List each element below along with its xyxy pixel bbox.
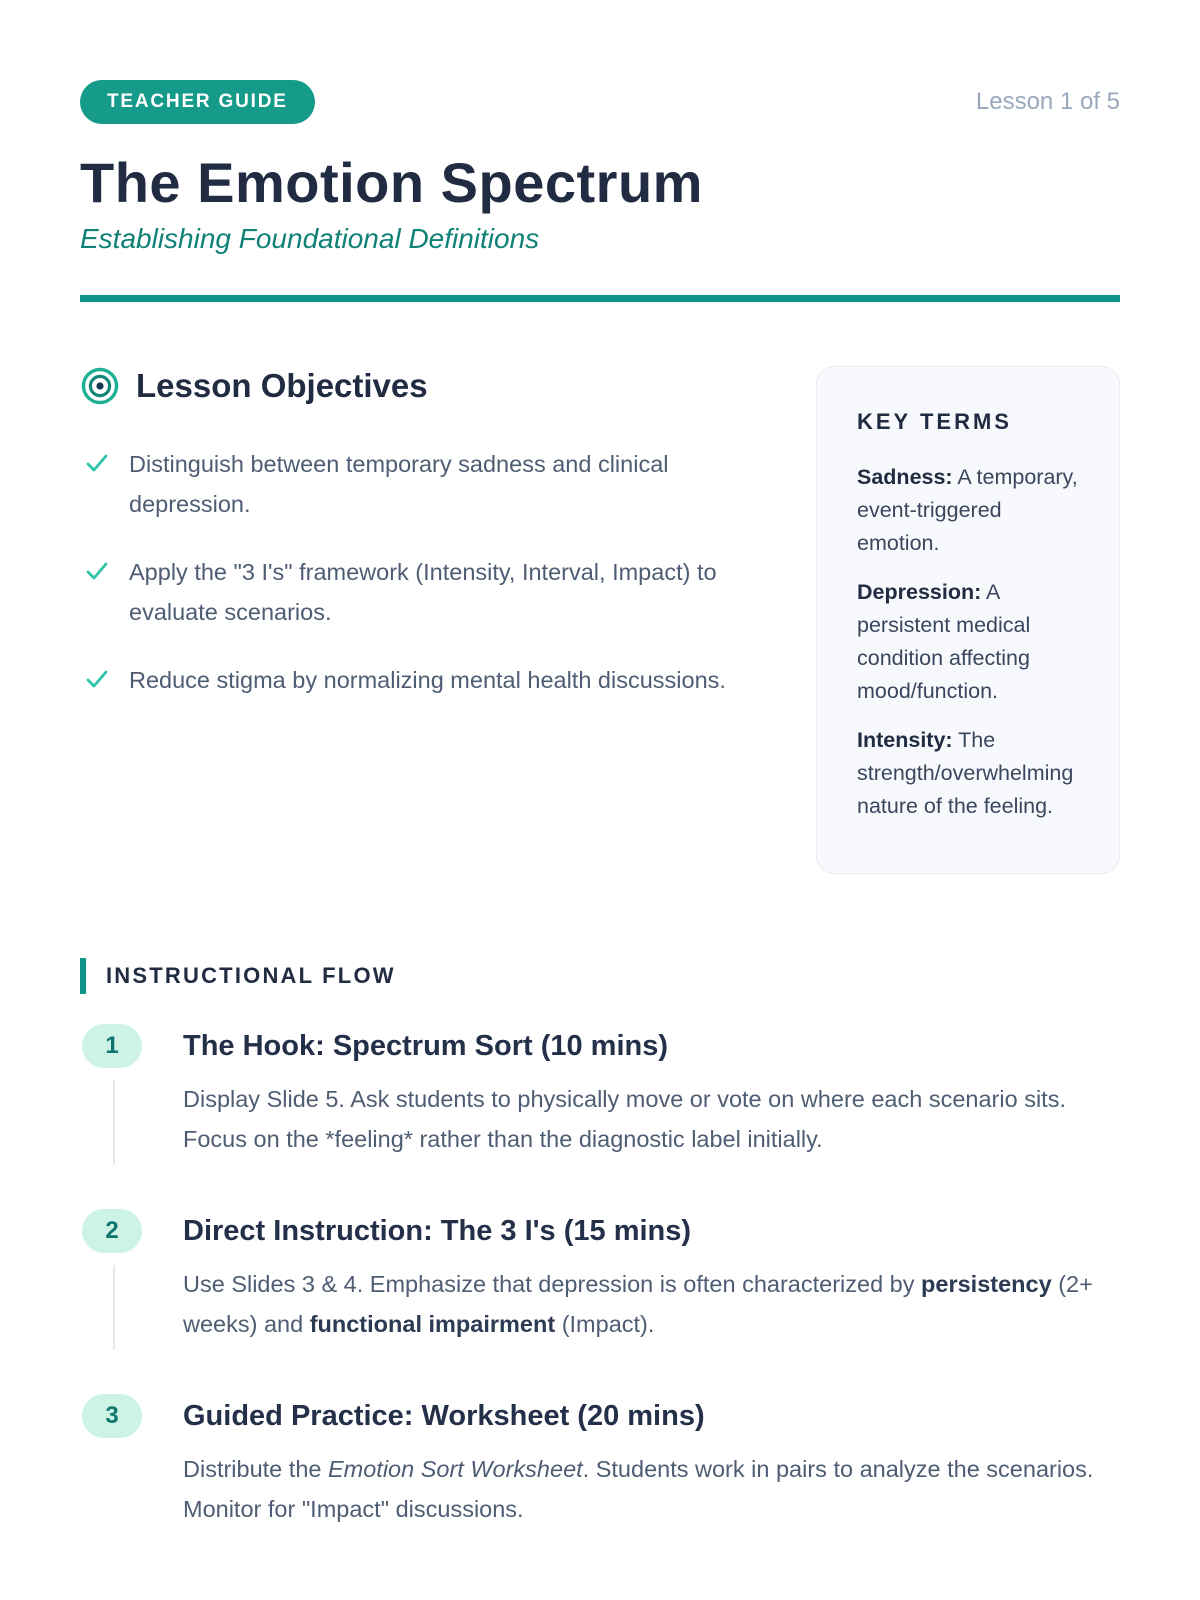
key-term-definition: A persistent medical condition affecting mood/function. [857,579,1031,703]
flow-title: INSTRUCTIONAL FLOW [106,962,396,988]
main-content [80,366,1120,874]
teacher-guide-badge: TEACHER GUIDE [80,80,315,124]
page-subtitle: Establishing Foundational Definitions [80,222,540,254]
key-term [857,724,1085,823]
step-description: Use Slides 3 & 4. Emphasize that depression is often characterized by persistency (2+ weeks) and functional impairment (Impact). [183,1270,1093,1337]
step-rail [80,1209,183,1344]
objective-item [85,660,752,700]
lesson-counter: Lesson 1 of 5 [975,88,1120,115]
key-term [857,576,1085,708]
key-term-name: Sadness: [857,464,953,489]
step-connector-line [113,1265,115,1350]
key-term [857,461,1085,560]
steps-list [80,1024,1120,1529]
step-content [183,1394,1120,1529]
step-description: Display Slide 5. Ask students to physically move or vote on where each scenario sits. Focus on the *feeling* rather than the diagnostic label initially. [183,1085,1066,1152]
divider-rule [80,295,1120,302]
flow-heading [80,958,1120,994]
step-item-3 [80,1394,1120,1529]
objectives-heading [80,366,812,406]
key-term-name: Depression: [857,579,982,604]
key-terms-card [816,366,1120,874]
header [80,80,1120,124]
key-term-definition: A temporary, event-triggered emotion. [857,464,1078,555]
step-rail [80,1394,183,1529]
objective-text: Apply the "3 I's" framework (Intensity, Interval, Impact) to evaluate scenarios. [129,558,717,625]
page-title: The Emotion Spectrum [80,151,703,214]
step-number-badge: 3 [82,1394,142,1438]
check-icon [85,667,109,691]
step-title: Direct Instruction: The 3 I's (15 mins) [183,1214,692,1247]
key-term-name: Intensity: [857,727,953,752]
step-content [183,1209,1120,1344]
step-connector-line [113,1080,115,1165]
objective-item [85,444,752,524]
instructional-flow-section [80,958,1120,1529]
check-icon [85,559,109,583]
step-number-badge: 2 [82,1209,142,1253]
step-title: The Hook: Spectrum Sort (10 mins) [183,1029,669,1062]
step-description: Distribute the Emotion Sort Worksheet. Students work in pairs to analyze the scenarios. Monitor for "Impact" discussions. [183,1455,1094,1522]
target-icon [80,366,120,406]
flow-accent-bar [80,958,86,994]
objectives-title: Lesson Objectives [136,366,428,404]
step-item-2 [80,1209,1120,1344]
check-icon [85,451,109,475]
step-content [183,1024,1120,1159]
objective-text: Reduce stigma by normalizing mental health discussions. [129,666,726,693]
step-title: Guided Practice: Worksheet (20 mins) [183,1399,705,1432]
step-rail [80,1024,183,1159]
objective-item [85,552,752,632]
key-terms-title: KEY TERMS [857,408,1012,434]
objective-text: Distinguish between temporary sadness and clinical depression. [129,450,669,517]
key-term-definition: The strength/overwhelming nature of the feeling. [857,727,1074,818]
step-number-badge: 1 [82,1024,142,1068]
step-item-1 [80,1024,1120,1159]
objectives-list [80,444,752,700]
lesson-objectives-section [80,366,812,728]
